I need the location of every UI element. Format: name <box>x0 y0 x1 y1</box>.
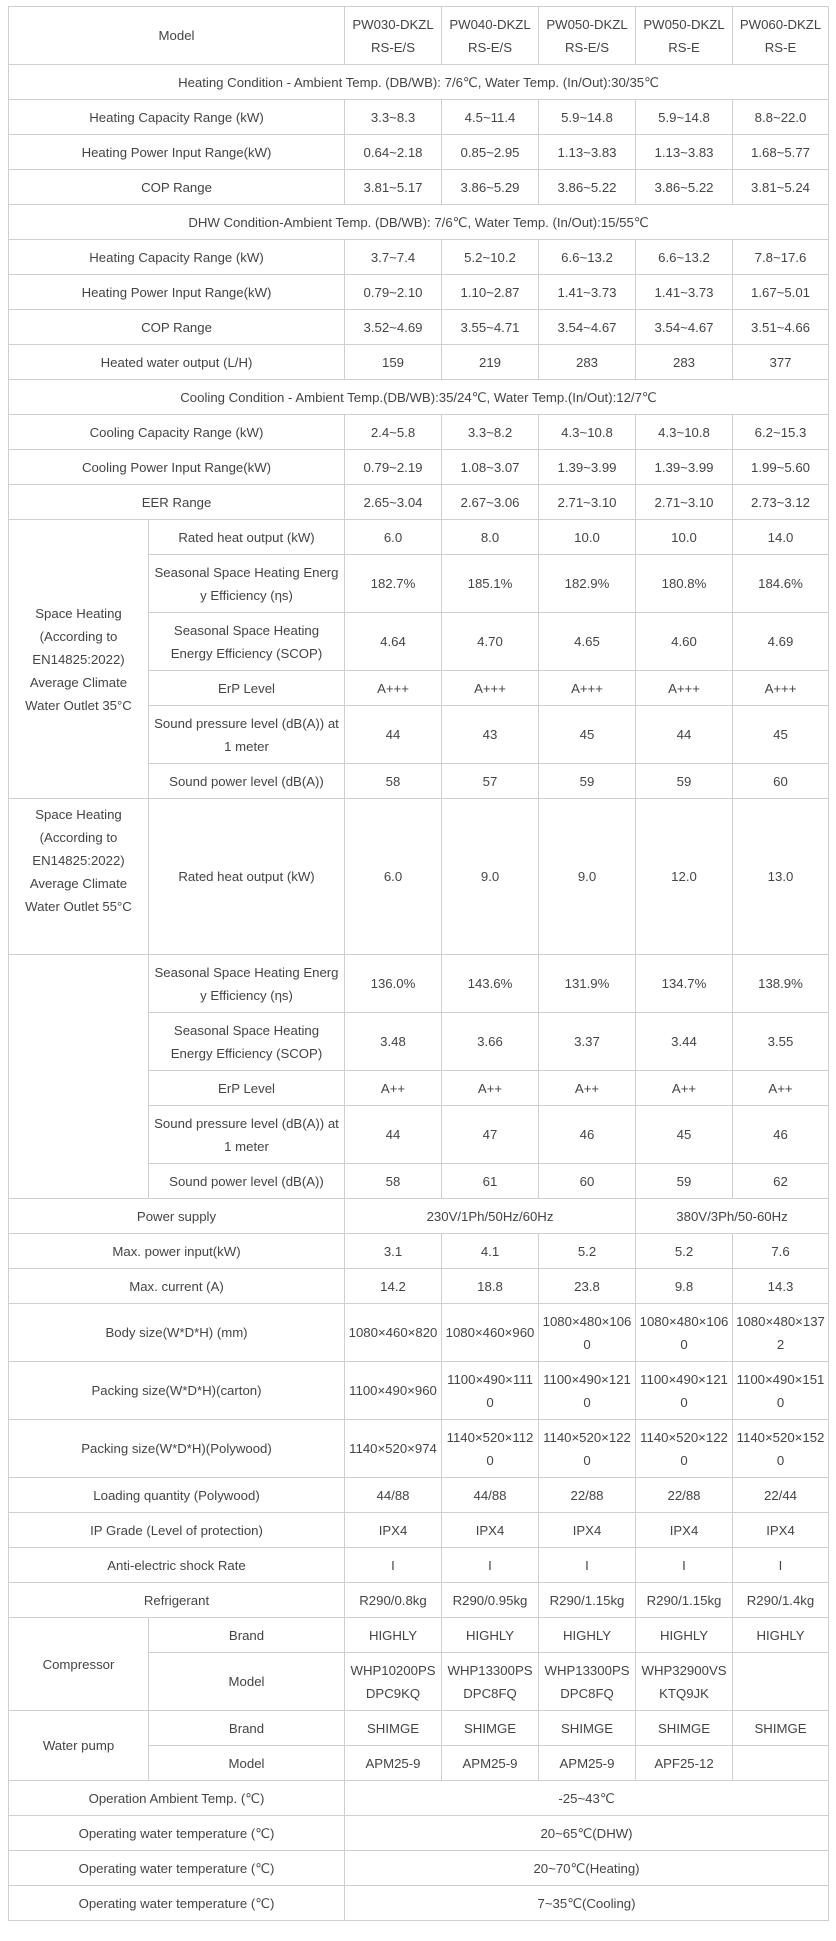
row-label: EER Range <box>9 485 345 520</box>
cell-value: 9.0 <box>442 799 539 955</box>
cell-value: 3.54~4.67 <box>539 310 636 345</box>
spec-table-container <box>8 6 829 1921</box>
cell-value: 5.2~10.2 <box>442 240 539 275</box>
row-label: Max. current (A) <box>9 1269 345 1304</box>
cell-value: R290/1.4kg <box>733 1583 829 1618</box>
cell-value: 60 <box>539 1164 636 1199</box>
row-label: Loading quantity (Polywood) <box>9 1478 345 1513</box>
cell-value: 59 <box>636 764 733 799</box>
row-label: Anti-electric shock Rate <box>9 1548 345 1583</box>
cell-value: 1.39~3.99 <box>539 450 636 485</box>
cell-value: 6.0 <box>345 799 442 955</box>
row-label: Rated heat output (kW) <box>149 799 345 955</box>
cell-value: 1.41~3.73 <box>539 275 636 310</box>
cell-value: SHIMGE <box>733 1711 829 1746</box>
cell-value: 1.39~3.99 <box>636 450 733 485</box>
table-row <box>9 135 829 170</box>
cell-value: SHIMGE <box>442 1711 539 1746</box>
table-row <box>9 345 829 380</box>
cell-value: 4.3~10.8 <box>636 415 733 450</box>
cell-value: 3.55 <box>733 1013 829 1071</box>
cell-value: 3.86~5.22 <box>539 170 636 205</box>
cell-value: 12.0 <box>636 799 733 955</box>
cell-value: 5.9~14.8 <box>539 100 636 135</box>
cell-value: 1.10~2.87 <box>442 275 539 310</box>
cell-value: APF25-12 <box>636 1746 733 1781</box>
cell-value: 3.7~7.4 <box>345 240 442 275</box>
row-label: Seasonal Space Heating Energy Efficiency (SCOP) <box>149 1013 345 1071</box>
cell-value: 1100×490×1210 <box>636 1362 733 1420</box>
cell-value: 44 <box>345 1106 442 1164</box>
row-label: Model <box>149 1746 345 1781</box>
cell-value: 14.2 <box>345 1269 442 1304</box>
cell-value: 14.0 <box>733 520 829 555</box>
cell-value: A++ <box>636 1071 733 1106</box>
cell-value: 5.9~14.8 <box>636 100 733 135</box>
cell-value: 6.6~13.2 <box>636 240 733 275</box>
row-label: Max. power input(kW) <box>9 1234 345 1269</box>
row-label: Heated water output (L/H) <box>9 345 345 380</box>
cell-value: 1140×520×1520 <box>733 1420 829 1478</box>
cell-value: HIGHLY <box>539 1618 636 1653</box>
cell-value: 6.2~15.3 <box>733 415 829 450</box>
cell-value: 3.66 <box>442 1013 539 1071</box>
cell-value: 5.2 <box>539 1234 636 1269</box>
cell-value: R290/0.8kg <box>345 1583 442 1618</box>
cell-value: 3.55~4.71 <box>442 310 539 345</box>
table-row <box>9 240 829 275</box>
cell-value: 8.8~22.0 <box>733 100 829 135</box>
section-title-row <box>9 65 829 100</box>
table-row <box>9 450 829 485</box>
cell-value: 59 <box>636 1164 733 1199</box>
cell-value: 1100×490×1210 <box>539 1362 636 1420</box>
cell-value: 1140×520×974 <box>345 1420 442 1478</box>
cell-value: 44 <box>636 706 733 764</box>
cell-value: 3.54~4.67 <box>636 310 733 345</box>
row-label: Brand <box>149 1711 345 1746</box>
cell-value: A++ <box>442 1071 539 1106</box>
cell-value: 1.13~3.83 <box>636 135 733 170</box>
cell-value: 44/88 <box>442 1478 539 1513</box>
row-label: Heating Capacity Range (kW) <box>9 240 345 275</box>
cell-value: 47 <box>442 1106 539 1164</box>
cell-value: 0.64~2.18 <box>345 135 442 170</box>
cell-value: 2.67~3.06 <box>442 485 539 520</box>
model-name: PW050-DKZLRS-E/S <box>539 7 636 65</box>
cell-value: 46 <box>733 1106 829 1164</box>
row-label: Sound power level (dB(A)) <box>149 764 345 799</box>
cell-value: 8.0 <box>442 520 539 555</box>
cell-value: 230V/1Ph/50Hz/60Hz <box>345 1199 636 1234</box>
space-heating-55-group-label: Space Heating (According to EN14825:2022) Average Climate Water Outlet 55°C <box>9 799 149 955</box>
row-label: ErP Level <box>149 1071 345 1106</box>
cell-value: WHP13300PSDPC8FQ <box>442 1653 539 1711</box>
table-row <box>9 1420 829 1478</box>
model-name: PW060-DKZLRS-E <box>733 7 829 65</box>
water-pump-label: Water pump <box>9 1711 149 1781</box>
row-label: Sound power level (dB(A)) <box>149 1164 345 1199</box>
row-label: Packing size(W*D*H)(carton) <box>9 1362 345 1420</box>
cell-value: A+++ <box>733 671 829 706</box>
row-label: Heating Power Input Range(kW) <box>9 275 345 310</box>
cell-value: 6.6~13.2 <box>539 240 636 275</box>
cell-value: 1.41~3.73 <box>636 275 733 310</box>
cell-value: I <box>345 1548 442 1583</box>
table-row <box>9 955 829 1013</box>
row-label: COP Range <box>9 310 345 345</box>
cell-value: 9.8 <box>636 1269 733 1304</box>
row-label: Power supply <box>9 1199 345 1234</box>
cell-value: 3.44 <box>636 1013 733 1071</box>
table-row <box>9 1851 829 1886</box>
cell-value: 131.9% <box>539 955 636 1013</box>
cooling-condition-title: Cooling Condition - Ambient Temp.(DB/WB):35/24℃, Water Temp.(In/Out):12/7℃ <box>9 380 829 415</box>
cell-value: 380V/3Ph/50-60Hz <box>636 1199 829 1234</box>
section-title-row <box>9 205 829 240</box>
row-label: Sound pressure level (dB(A)) at 1 meter <box>149 1106 345 1164</box>
cell-value: A+++ <box>442 671 539 706</box>
cell-value: 0.79~2.10 <box>345 275 442 310</box>
row-label: Body size(W*D*H) (mm) <box>9 1304 345 1362</box>
cell-value: 45 <box>636 1106 733 1164</box>
cell-value: 2.65~3.04 <box>345 485 442 520</box>
cell-value: WHP10200PSDPC9KQ <box>345 1653 442 1711</box>
table-row <box>9 170 829 205</box>
row-label: Heating Capacity Range (kW) <box>9 100 345 135</box>
table-row <box>9 1618 829 1653</box>
header-row <box>9 7 829 65</box>
cell-value: 1080×460×820 <box>345 1304 442 1362</box>
cell-value: 61 <box>442 1164 539 1199</box>
row-label: Refrigerant <box>9 1583 345 1618</box>
cell-value: 4.1 <box>442 1234 539 1269</box>
cell-value: 20~70℃(Heating) <box>345 1851 829 1886</box>
cell-value: R290/1.15kg <box>636 1583 733 1618</box>
cell-value: IPX4 <box>539 1513 636 1548</box>
row-label: Packing size(W*D*H)(Polywood) <box>9 1420 345 1478</box>
row-label: Heating Power Input Range(kW) <box>9 135 345 170</box>
table-row <box>9 1362 829 1420</box>
cell-value: HIGHLY <box>442 1618 539 1653</box>
table-row <box>9 100 829 135</box>
table-row <box>9 1478 829 1513</box>
cell-value: IPX4 <box>345 1513 442 1548</box>
cell-value: I <box>733 1548 829 1583</box>
table-row <box>9 1513 829 1548</box>
cell-value: 182.9% <box>539 555 636 613</box>
cell-value: 283 <box>539 345 636 380</box>
cell-value: HIGHLY <box>345 1618 442 1653</box>
cell-value: 22/88 <box>636 1478 733 1513</box>
heating-condition-title: Heating Condition - Ambient Temp. (DB/WB): 7/6℃, Water Temp. (In/Out):30/35℃ <box>9 65 829 100</box>
cell-value: 44 <box>345 706 442 764</box>
cell-value: 1.68~5.77 <box>733 135 829 170</box>
cell-value: SHIMGE <box>636 1711 733 1746</box>
cell-value: 4.3~10.8 <box>539 415 636 450</box>
row-label: COP Range <box>9 170 345 205</box>
cell-value: IPX4 <box>733 1513 829 1548</box>
cell-value: SHIMGE <box>345 1711 442 1746</box>
cell-value: 43 <box>442 706 539 764</box>
cell-value: R290/0.95kg <box>442 1583 539 1618</box>
cell-value: 4.5~11.4 <box>442 100 539 135</box>
cell-value: 13.0 <box>733 799 829 955</box>
cell-value: 3.48 <box>345 1013 442 1071</box>
cell-value: 59 <box>539 764 636 799</box>
specification-table <box>8 6 829 1921</box>
cell-value: 138.9% <box>733 955 829 1013</box>
model-header-label: Model <box>9 7 345 65</box>
cell-value: 4.60 <box>636 613 733 671</box>
cell-value: 1080×480×1372 <box>733 1304 829 1362</box>
cell-value: 10.0 <box>636 520 733 555</box>
cell-value: 22/44 <box>733 1478 829 1513</box>
table-row <box>9 1781 829 1816</box>
table-row <box>9 520 829 555</box>
cell-value: 136.0% <box>345 955 442 1013</box>
cell-value: 20~65℃(DHW) <box>345 1816 829 1851</box>
cell-value: 4.65 <box>539 613 636 671</box>
table-row <box>9 799 829 955</box>
cell-value: 60 <box>733 764 829 799</box>
row-label: Operating water temperature (℃) <box>9 1851 345 1886</box>
cell-value: 180.8% <box>636 555 733 613</box>
cell-value: -25~43℃ <box>345 1781 829 1816</box>
row-label: Model <box>149 1653 345 1711</box>
cell-value: 6.0 <box>345 520 442 555</box>
cell-value: A+++ <box>636 671 733 706</box>
cell-value: A+++ <box>539 671 636 706</box>
row-label: Cooling Capacity Range (kW) <box>9 415 345 450</box>
cell-value: 45 <box>539 706 636 764</box>
table-row <box>9 485 829 520</box>
cell-value: 219 <box>442 345 539 380</box>
cell-value: 1.13~3.83 <box>539 135 636 170</box>
table-row <box>9 1583 829 1618</box>
cell-value: I <box>442 1548 539 1583</box>
cell-value: 1080×480×1060 <box>539 1304 636 1362</box>
cell-value: 5.2 <box>636 1234 733 1269</box>
cell-value: HIGHLY <box>636 1618 733 1653</box>
row-label: Operating water temperature (℃) <box>9 1816 345 1851</box>
cell-value: 1100×490×1110 <box>442 1362 539 1420</box>
section-title-row <box>9 380 829 415</box>
model-name: PW030-DKZLRS-E/S <box>345 7 442 65</box>
cell-value: 134.7% <box>636 955 733 1013</box>
cell-value: 4.70 <box>442 613 539 671</box>
cell-value: 1140×520×1220 <box>539 1420 636 1478</box>
cell-value: 46 <box>539 1106 636 1164</box>
cell-value: 1.99~5.60 <box>733 450 829 485</box>
cell-value: 57 <box>442 764 539 799</box>
cell-value: APM25-9 <box>442 1746 539 1781</box>
cell-value: I <box>539 1548 636 1583</box>
table-row <box>9 1269 829 1304</box>
cell-value: 3.86~5.29 <box>442 170 539 205</box>
cell-value: WHP13300PSDPC8FQ <box>539 1653 636 1711</box>
table-row <box>9 1886 829 1921</box>
dhw-condition-title: DHW Condition-Ambient Temp. (DB/WB): 7/6℃, Water Temp. (In/Out):15/55℃ <box>9 205 829 240</box>
cell-value: A++ <box>539 1071 636 1106</box>
cell-value: 1140×520×1220 <box>636 1420 733 1478</box>
cell-value: 9.0 <box>539 799 636 955</box>
cell-value: 1.67~5.01 <box>733 275 829 310</box>
cell-value: I <box>636 1548 733 1583</box>
cell-value: 7.6 <box>733 1234 829 1269</box>
cell-value: 143.6% <box>442 955 539 1013</box>
cell-value: 0.79~2.19 <box>345 450 442 485</box>
table-row <box>9 1816 829 1851</box>
row-label: Rated heat output (kW) <box>149 520 345 555</box>
cell-value: 3.86~5.22 <box>636 170 733 205</box>
cell-value: 1080×480×1060 <box>636 1304 733 1362</box>
cell-value: 3.52~4.69 <box>345 310 442 345</box>
cell-value: WHP32900VSKTQ9JK <box>636 1653 733 1711</box>
cell-value: 0.85~2.95 <box>442 135 539 170</box>
cell-value: 1140×520×1120 <box>442 1420 539 1478</box>
cell-value: 3.3~8.2 <box>442 415 539 450</box>
row-label: Seasonal Space Heating Energy Efficiency (ηs) <box>149 555 345 613</box>
model-name: PW040-DKZLRS-E/S <box>442 7 539 65</box>
cell-value: 2.4~5.8 <box>345 415 442 450</box>
table-row <box>9 1711 829 1746</box>
table-row <box>9 1234 829 1269</box>
cell-value: 182.7% <box>345 555 442 613</box>
cell-value: 184.6% <box>733 555 829 613</box>
cell-value: 2.73~3.12 <box>733 485 829 520</box>
cell-value: APM25-9 <box>345 1746 442 1781</box>
cell-value <box>733 1653 829 1711</box>
cell-value: 18.8 <box>442 1269 539 1304</box>
row-label: Seasonal Space Heating Energy Efficiency (SCOP) <box>149 613 345 671</box>
cell-value: 7.8~17.6 <box>733 240 829 275</box>
cell-value: 1100×490×960 <box>345 1362 442 1420</box>
table-row <box>9 310 829 345</box>
space-heating-35-group-label: Space Heating (According to EN14825:2022) Average Climate Water Outlet 35°C <box>9 520 149 799</box>
cell-value: 23.8 <box>539 1269 636 1304</box>
cell-value: 44/88 <box>345 1478 442 1513</box>
cell-value: 58 <box>345 1164 442 1199</box>
row-label: Seasonal Space Heating Energy Efficiency (ηs) <box>149 955 345 1013</box>
cell-value: HIGHLY <box>733 1618 829 1653</box>
cell-value: 3.3~8.3 <box>345 100 442 135</box>
cell-value: 3.37 <box>539 1013 636 1071</box>
cell-value: 3.81~5.24 <box>733 170 829 205</box>
row-label: Cooling Power Input Range(kW) <box>9 450 345 485</box>
cell-value: 1.08~3.07 <box>442 450 539 485</box>
cell-value: 58 <box>345 764 442 799</box>
cell-value: 22/88 <box>539 1478 636 1513</box>
compressor-label: Compressor <box>9 1618 149 1711</box>
cell-value: 14.3 <box>733 1269 829 1304</box>
empty-cell <box>9 955 149 1199</box>
cell-value: A++ <box>345 1071 442 1106</box>
cell-value: A++ <box>733 1071 829 1106</box>
cell-value: 2.71~3.10 <box>636 485 733 520</box>
cell-value: 10.0 <box>539 520 636 555</box>
cell-value: IPX4 <box>636 1513 733 1548</box>
cell-value: 283 <box>636 345 733 380</box>
cell-value: 4.69 <box>733 613 829 671</box>
cell-value: 1080×460×960 <box>442 1304 539 1362</box>
cell-value: 2.71~3.10 <box>539 485 636 520</box>
cell-value: 3.81~5.17 <box>345 170 442 205</box>
model-name: PW050-DKZLRS-E <box>636 7 733 65</box>
row-label: Sound pressure level (dB(A)) at 1 meter <box>149 706 345 764</box>
cell-value: 4.64 <box>345 613 442 671</box>
row-label: Brand <box>149 1618 345 1653</box>
cell-value: 7~35℃(Cooling) <box>345 1886 829 1921</box>
table-row <box>9 275 829 310</box>
cell-value: 62 <box>733 1164 829 1199</box>
cell-value <box>733 1746 829 1781</box>
row-label: Operating water temperature (℃) <box>9 1886 345 1921</box>
table-row <box>9 1304 829 1362</box>
table-row <box>9 1199 829 1234</box>
cell-value: 377 <box>733 345 829 380</box>
cell-value: APM25-9 <box>539 1746 636 1781</box>
cell-value: 45 <box>733 706 829 764</box>
cell-value: 3.51~4.66 <box>733 310 829 345</box>
row-label: IP Grade (Level of protection) <box>9 1513 345 1548</box>
cell-value: 3.1 <box>345 1234 442 1269</box>
cell-value: IPX4 <box>442 1513 539 1548</box>
table-row <box>9 415 829 450</box>
table-row <box>9 1548 829 1583</box>
row-label: Operation Ambient Temp. (℃) <box>9 1781 345 1816</box>
cell-value: SHIMGE <box>539 1711 636 1746</box>
cell-value: A+++ <box>345 671 442 706</box>
cell-value: 185.1% <box>442 555 539 613</box>
cell-value: R290/1.15kg <box>539 1583 636 1618</box>
cell-value: 159 <box>345 345 442 380</box>
cell-value: 1100×490×1510 <box>733 1362 829 1420</box>
row-label: ErP Level <box>149 671 345 706</box>
